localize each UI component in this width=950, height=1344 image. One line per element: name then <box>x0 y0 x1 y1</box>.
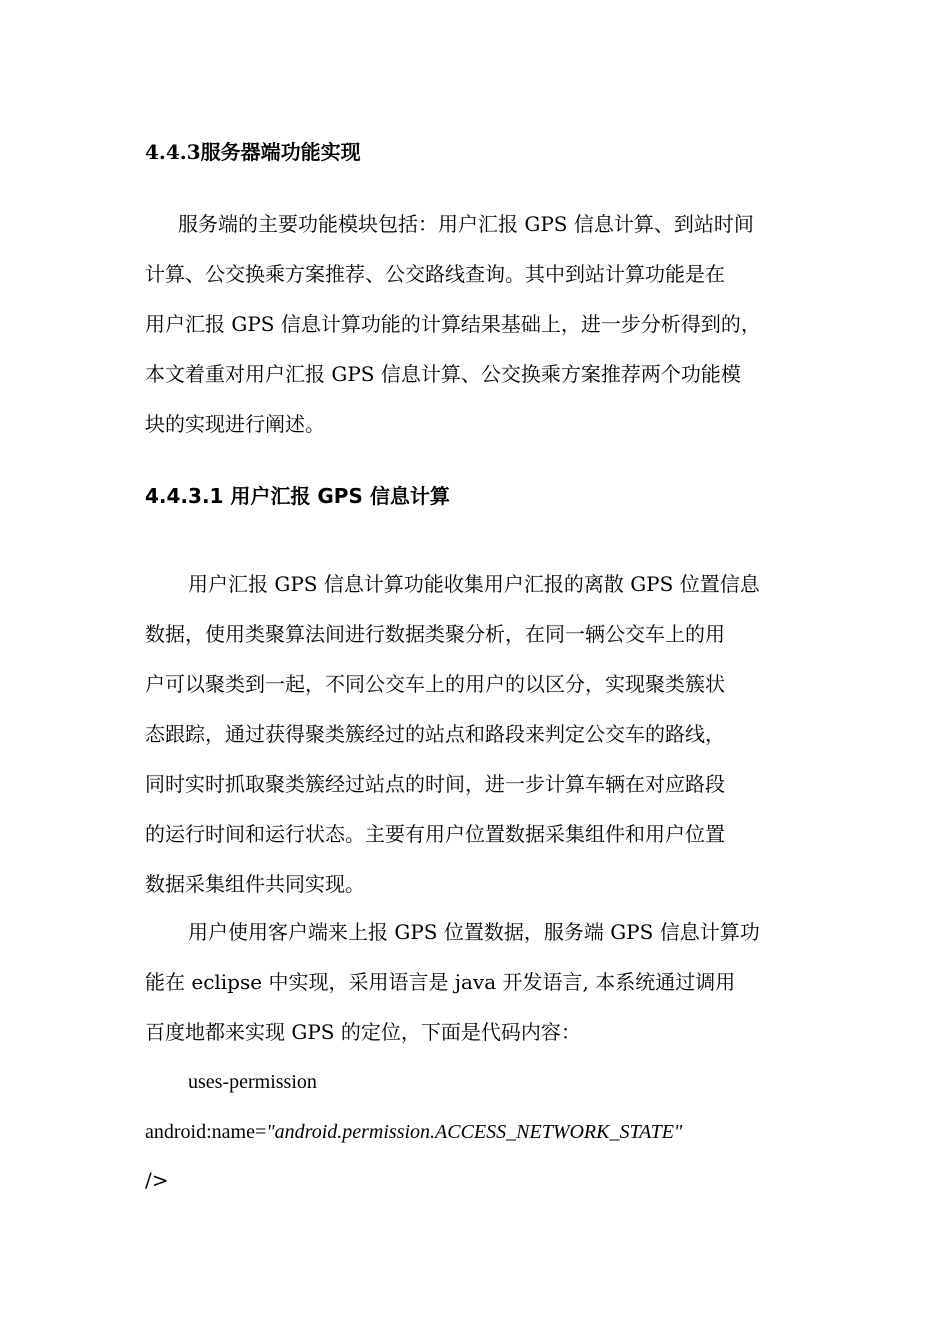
paragraph-line: 同时实时抓取聚类簇经过站点的时间，进一步计算车辆在对应路段 <box>145 772 725 796</box>
section-heading-4-4-3: 4.4.3服务器端功能实现 <box>145 140 361 164</box>
paragraph-line: 户可以聚类到一起，不同公交车上的用户的以区分，实现聚类簇状 <box>145 672 725 696</box>
paragraph-line: 计算、公交换乘方案推荐、公交路线查询。其中到站计算功能是在 <box>145 262 725 286</box>
paragraph-line: 能在 eclipse 中实现，采用语言是 java 开发语言, 本系统通过调用 <box>145 970 736 994</box>
paragraph-line: 的运行时间和运行状态。主要有用户位置数据采集组件和用户位置 <box>145 822 725 846</box>
paragraph-line: 服务端的主要功能模块包括：用户汇报 GPS 信息计算、到站时间 <box>178 212 754 236</box>
section-heading-4-4-3-1: 4.4.3.1 用户汇报 GPS 信息计算 <box>145 484 450 508</box>
paragraph-line: 态跟踪，通过获得聚类簇经过的站点和路段来判定公交车的路线， <box>145 722 725 746</box>
paragraph-line: 块的实现进行阐述。 <box>145 412 325 436</box>
paragraph-line: 用户使用客户端来上报 GPS 位置数据，服务端 GPS 信息计算功 <box>188 920 760 944</box>
code-attr-value: "android.permission.ACCESS_NETWORK_STATE" <box>266 1121 683 1143</box>
paragraph-line: 用户汇报 GPS 信息计算功能收集用户汇报的离散 GPS 位置信息 <box>188 572 760 596</box>
code-line-tag: uses-permission <box>188 1071 317 1093</box>
paragraph-line: 数据，使用类聚算法间进行数据类聚分析，在同一辆公交车上的用 <box>145 622 725 646</box>
code-line-close: /> <box>145 1168 169 1192</box>
paragraph-line: 百度地都来实现 GPS 的定位，下面是代码内容： <box>145 1020 581 1044</box>
paragraph-line: 数据采集组件共同实现。 <box>145 872 365 896</box>
code-line-attribute <box>145 1117 682 1146</box>
code-attr-name: android:name= <box>145 1121 267 1143</box>
paragraph-line: 用户汇报 GPS 信息计算功能的计算结果基础上，进一步分析得到的， <box>145 312 761 336</box>
paragraph-line: 本文着重对用户汇报 GPS 信息计算、公交换乘方案推荐两个功能模 <box>145 362 741 386</box>
